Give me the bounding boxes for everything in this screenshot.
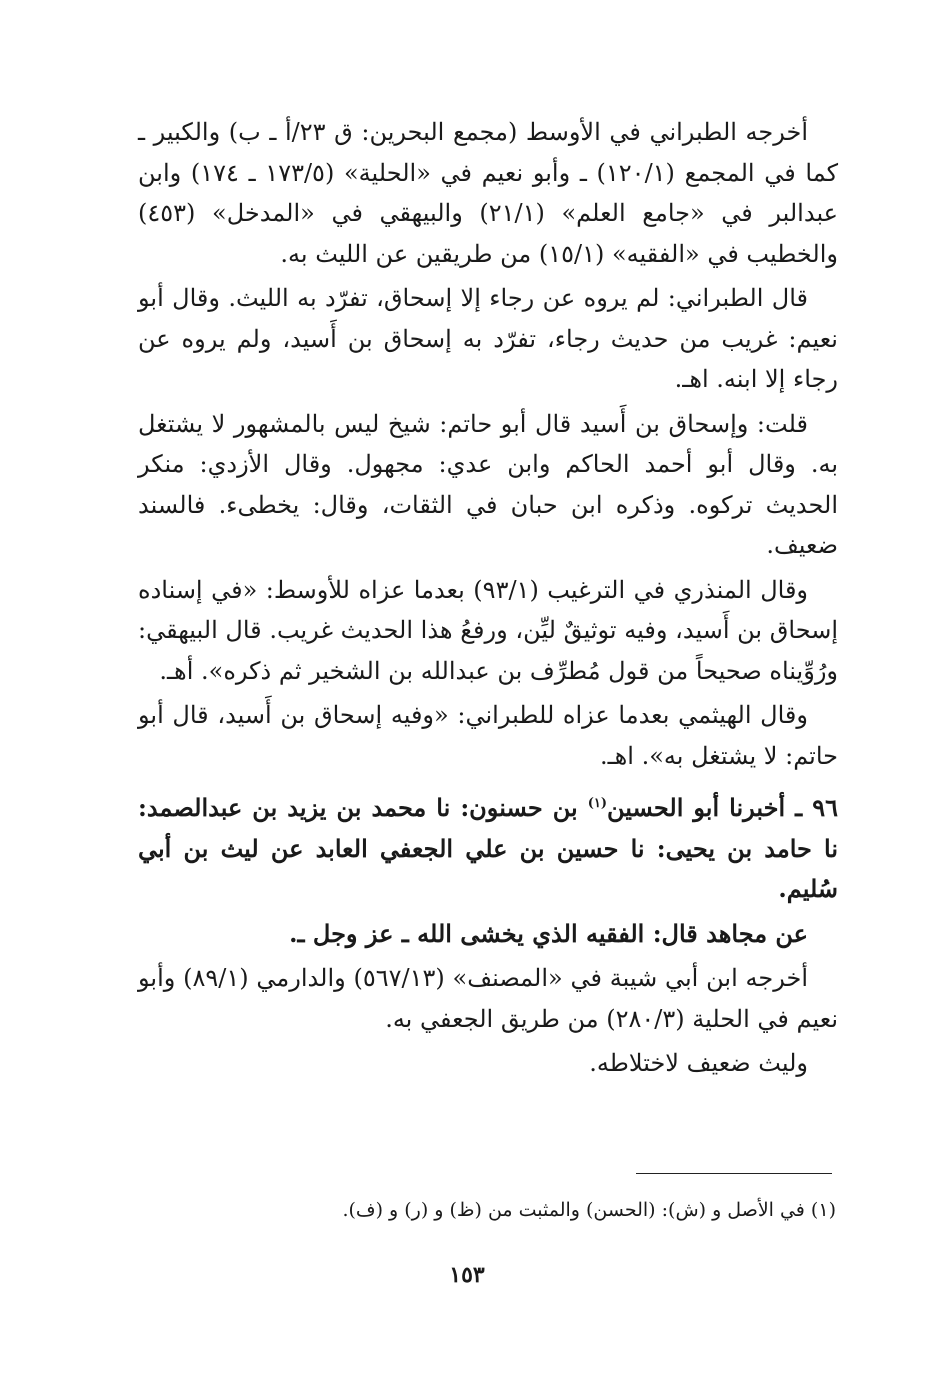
footnote: (١) في الأصل و (ش): (الحسن) والمثبت من (ظ) و (ر) و (ف). — [342, 1199, 836, 1221]
page-number: ١٥٣ — [449, 1262, 485, 1288]
paragraph-mundhiri-comment: وقال المنذري في الترغيب (٩٣/١) بعدما عزاه للأوسط: «في إسناده إسحاق بن أَسيد، وفيه توثيقٌ ليِّن، ورفعُ هذا الحديث غريب. قال البيهقي: ورُوِّيناه صحيحاً من قول مُطرِّف بن عبدالله بن الشخير ثم ذكره». أهـ. — [138, 575, 838, 685]
paragraph-takhrij-2: أخرجه ابن أبي شيبة في «المصنف» (٥٦٧/١٣) والدارمي (٨٩/١) وأبو نعيم في الحلية (٢٨٠/٣) من طريق الجعفي به. — [138, 964, 838, 1033]
main-text — [138, 112, 838, 1088]
paragraph-grading: وليث ضعيف لاختلاطه. — [589, 1049, 808, 1077]
hadith-isnad-rest: بن حسنون: نا محمد بن يزيد بن عبدالصمد: نا حامد بن يحيى: نا حسين بن علي الجعفي العابد عن ليث بن أبي سُليم. — [138, 793, 838, 903]
paragraph-author-comment: قلت: وإسحاق بن أَسيد قال أبو حاتم: شيخ ليس بالمشهور لا يشتغل به. وقال أبو أحمد الحاكم وابن عدي: مجهول. وقال الأزدي: منكر الحديث تركوه. وذكره ابن حبان في الثقات، وقال: يخطىء. فالسند ضعيف. — [138, 409, 839, 559]
paragraph-tabarani-comment: قال الطبراني: لم يروه عن رجاء إلا إسحاق، تفرّد به الليث. وقال أبو نعيم: غريب من حديث رجاء، تفرّد به إسحاق بن أَسيد، ولم يروه عن رجاء إلا ابنه. اهـ. — [138, 284, 838, 393]
hadith-isnad-start: ـ أخبرنا أبو الحسين — [606, 793, 803, 822]
hadith-matn: عن مجاهد قال: الفقيه الذي يخشى الله ـ عز وجل ـ. — [289, 918, 808, 948]
paragraph-haythami-comment: وقال الهيثمي بعدما عزاه للطبراني: «وفيه إسحاق بن أَسيد، قال أبو حاتم: لا يشتغل به». اهـ. — [138, 701, 838, 770]
hadith-isnad — [138, 788, 838, 910]
paragraph-takhrij-1: أخرجه الطبراني في الأوسط (مجمع البحرين: ق ٢٣/أ ـ ب) والكبير ـ كما في المجمع (١٢٠/١) ـ وأبو نعيم في «الحلية» (١٧٣/٥ ـ ١٧٤) وابن عبدالبر في «جامع العلم» (٢١/١) والبيهقي في «المدخل» (٤٥٣) والخطيب في «الفقيه» (١٥/١) من طريقين عن الليث به. — [138, 118, 838, 268]
footnote-divider — [636, 1173, 832, 1174]
footnote-marker: (١) — [587, 796, 607, 811]
hadith-number: ٩٦ — [812, 793, 839, 822]
